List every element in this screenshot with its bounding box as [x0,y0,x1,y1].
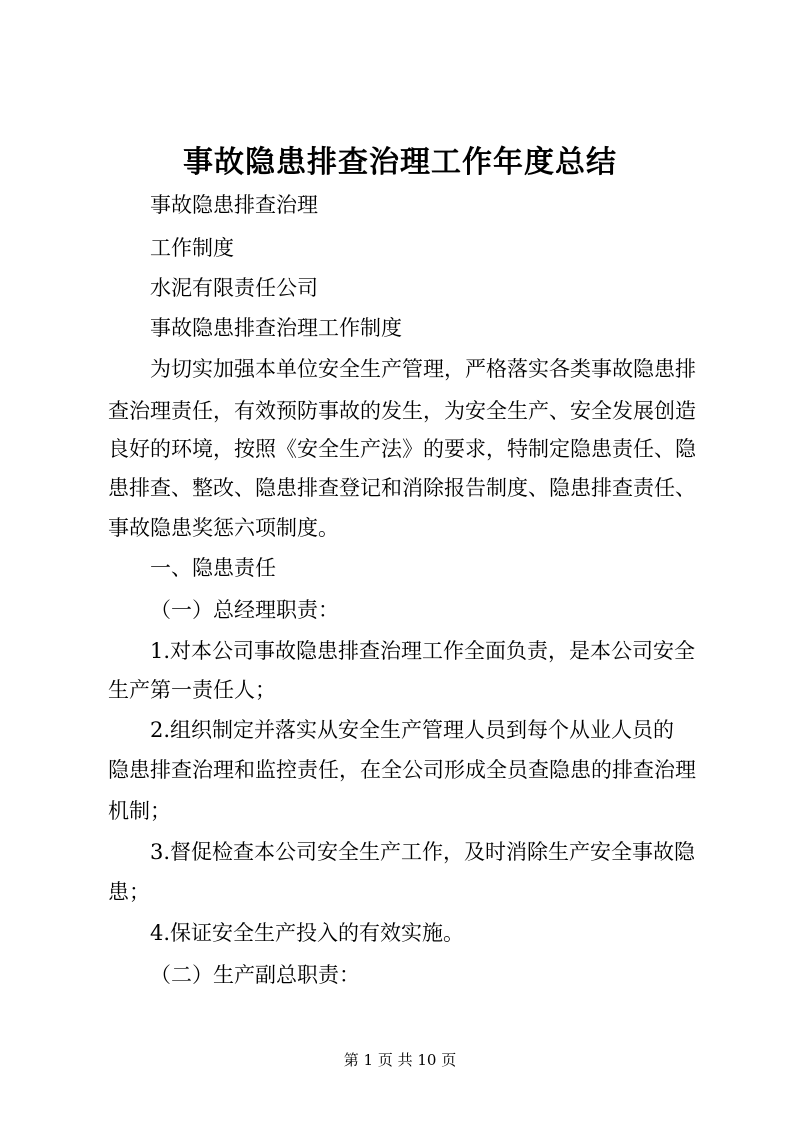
list-item-line: 生产第一责任人； [108,678,276,702]
subsection-heading: （一）总经理职责： [150,598,339,622]
list-item-line: 4.保证安全生产投入的有效实施。 [150,921,465,945]
paragraph-line: 事故隐患排查治理工作制度 [150,316,402,340]
list-item-line: 1.对本公司事故隐患排查治理工作全面负责，是本公司安全 [150,639,696,663]
paragraph-line: 事故隐患排查治理 [150,193,318,217]
paragraph-line: 查治理责任，有效预防事故的发生，为安全生产、安全发展创造 [108,399,696,423]
paragraph-line: 为切实加强本单位安全生产管理，严格落实各类事故隐患排 [150,357,696,381]
list-item-line: 患； [108,880,150,904]
list-item-line: 2.组织制定并落实从安全生产管理人员到每个从业人员的 [150,718,675,742]
paragraph-line: 事故隐患奖惩六项制度。 [108,516,339,540]
list-item-line: 3.督促检查本公司安全生产工作，及时消除生产安全事故隐 [150,840,696,864]
paragraph-line: 工作制度 [150,236,234,260]
paragraph-line: 良好的环境，按照《安全生产法》的要求，特制定隐患责任、隐 [108,437,696,461]
page-footer: 第 1 页 共 10 页 [343,1051,457,1069]
list-item-line: 隐患排查治理和监控责任，在全公司形成全员查隐患的排查治理 [108,758,696,782]
list-item-line: 机制； [108,799,171,823]
section-heading: 一、隐患责任 [150,556,276,580]
subsection-heading: （二）生产副总职责： [150,963,360,987]
document-title: 事故隐患排查治理工作年度总结 [183,145,617,180]
paragraph-line: 患排查、整改、隐患排查登记和消除报告制度、隐患排查责任、 [108,476,696,500]
paragraph-line: 水泥有限责任公司 [150,276,318,300]
